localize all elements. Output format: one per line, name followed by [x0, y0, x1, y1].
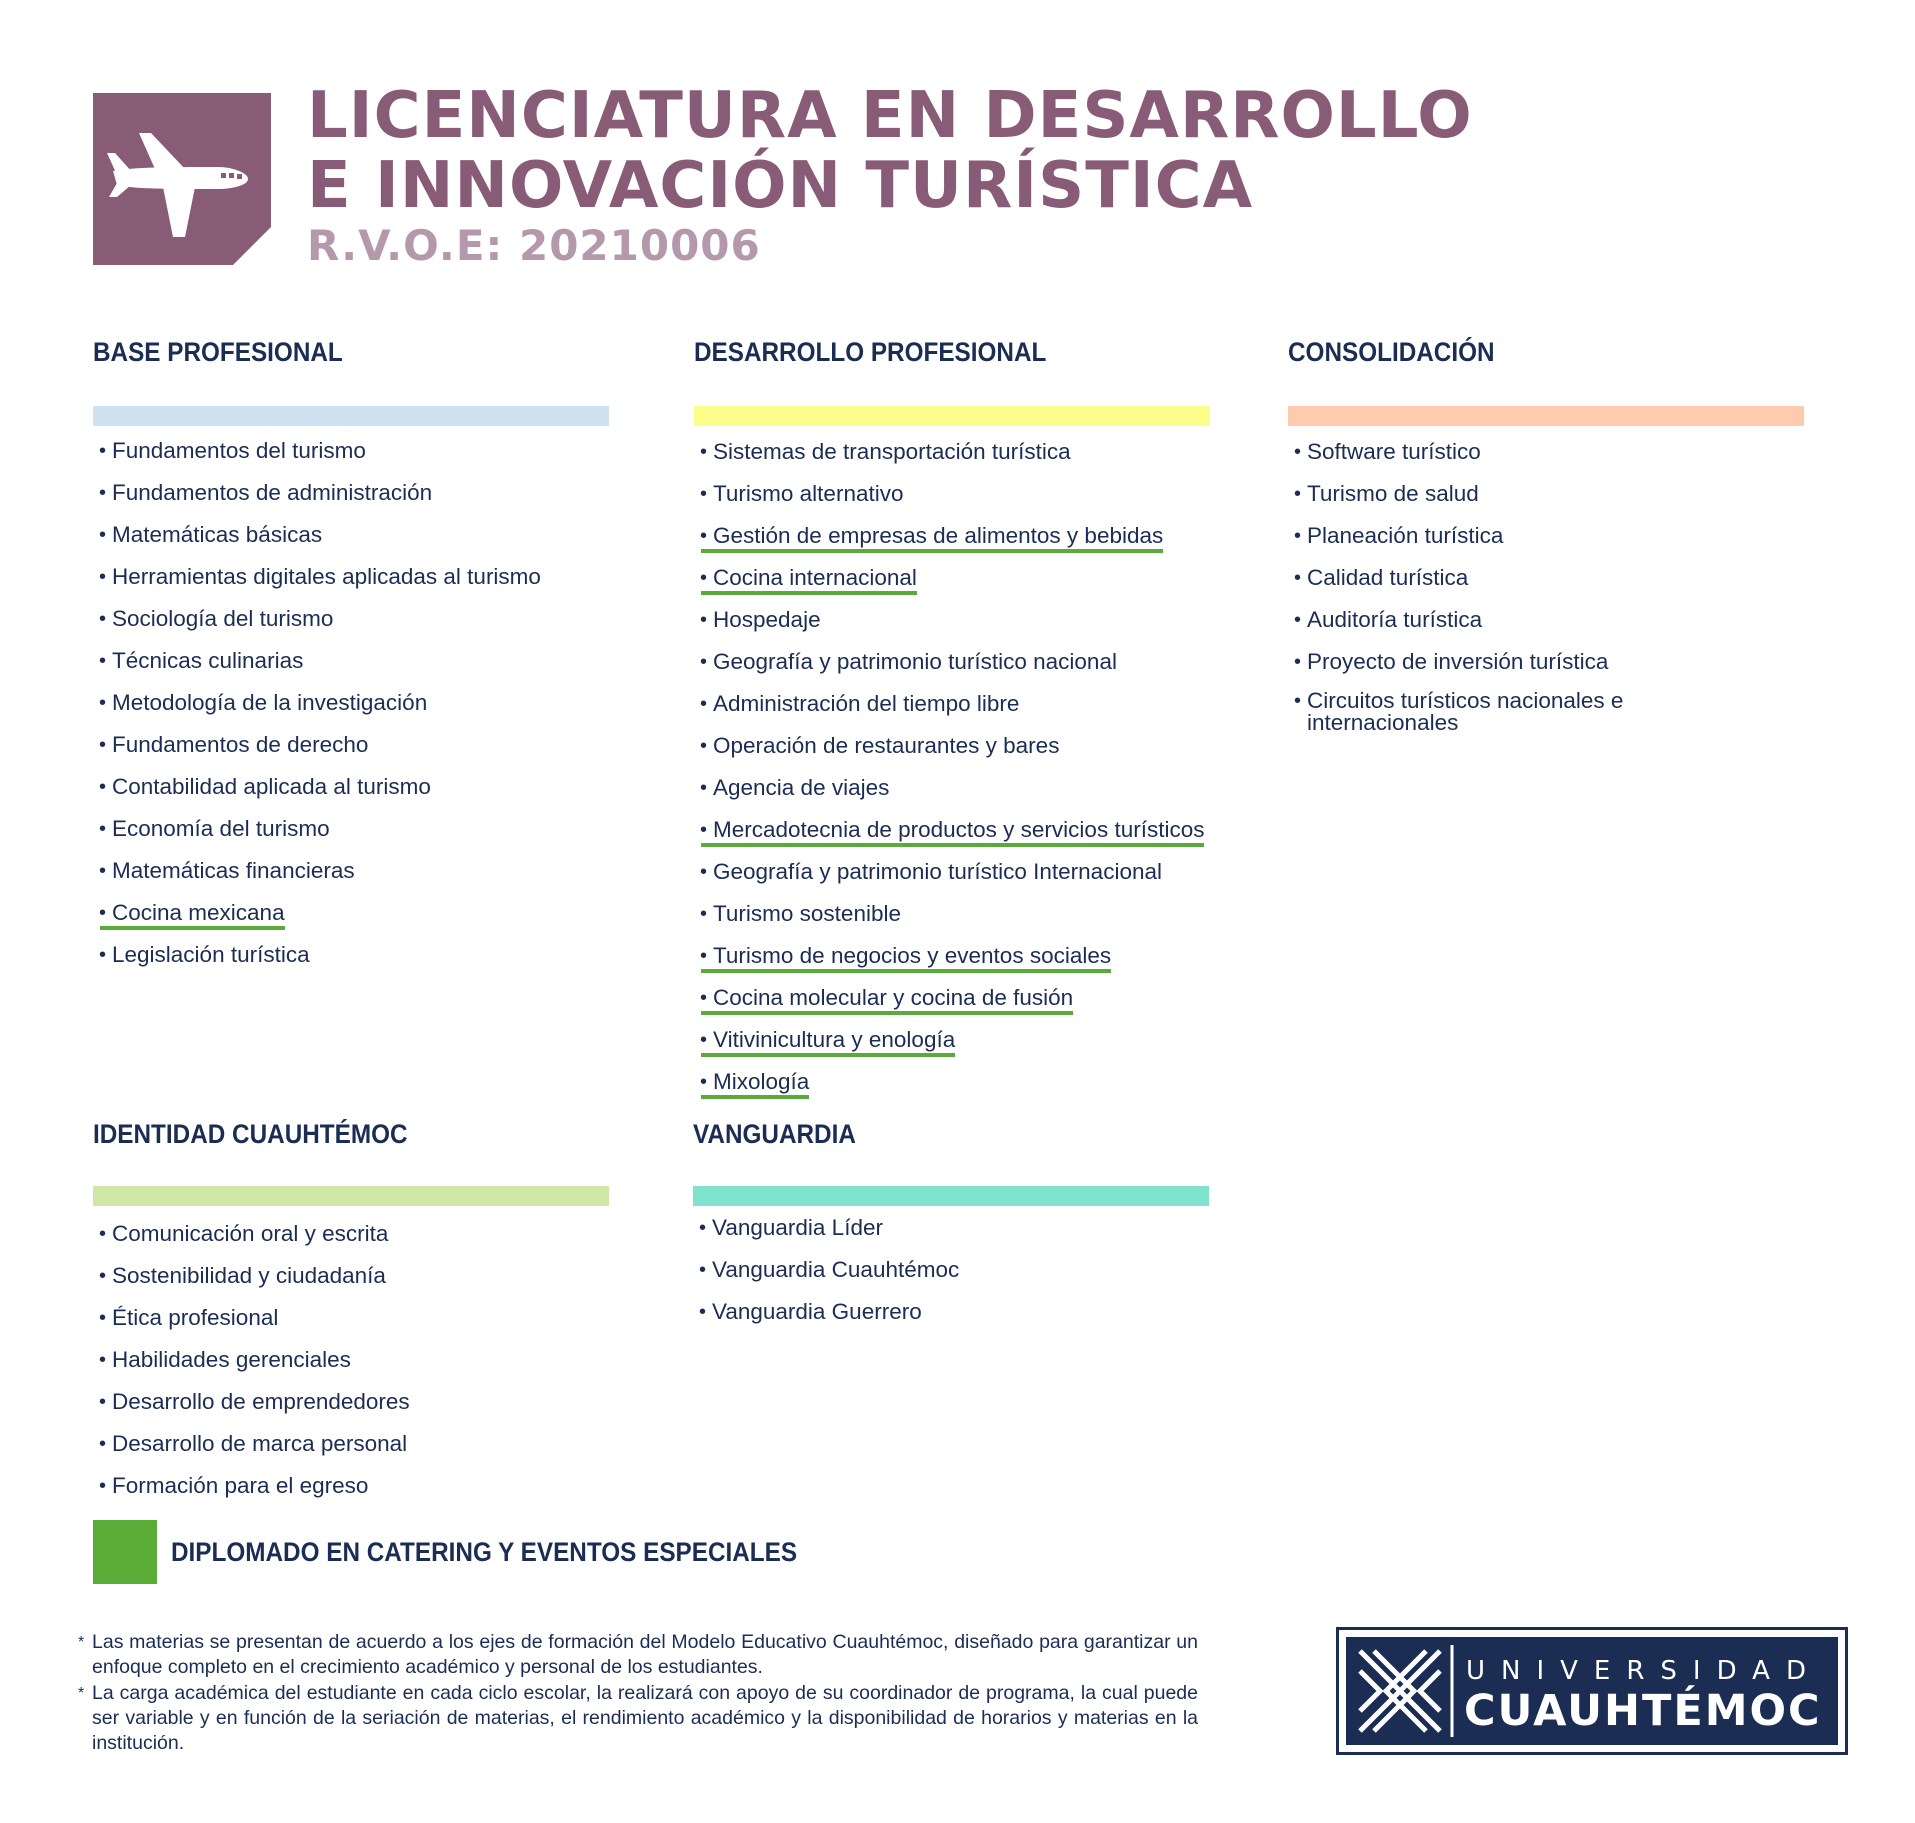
subject-item: • Fundamentos del turismo: [93, 437, 613, 479]
subject-list: [693, 1214, 1213, 1340]
page-title-line-1: LICENCIATURA EN DESARROLLO: [307, 79, 1473, 153]
diplomado-underline: [701, 1011, 1073, 1015]
subject-item: • Turismo de salud: [1288, 480, 1808, 522]
section-title: IDENTIDAD CUAUHTÉMOC: [93, 1119, 408, 1149]
section-desarrollo-profesional: [694, 330, 1294, 1110]
section-color-bar: [93, 406, 609, 426]
subject-item: • Geografía y patrimonio turístico nacional: [694, 648, 1294, 690]
subject-list: [694, 438, 1294, 1110]
diplomado-label: DIPLOMADO EN CATERING Y EVENTOS ESPECIALES: [171, 1537, 798, 1567]
logo-line-1: UNIVERSIDAD: [1466, 1656, 1822, 1686]
subject-item: • Sociología del turismo: [93, 605, 613, 647]
subject-item: • Geografía y patrimonio turístico Internacional: [694, 858, 1294, 900]
subject-item: • Habilidades gerenciales: [93, 1346, 613, 1388]
section-title: BASE PROFESIONAL: [93, 337, 343, 367]
section-color-bar: [1288, 406, 1804, 426]
subject-item: • Desarrollo de emprendedores: [93, 1388, 613, 1430]
subject-list: [1288, 438, 1808, 734]
section-identidad-cuauhtemoc: [93, 1112, 613, 1514]
subject-list: [93, 1220, 613, 1514]
diplomado-underline: [701, 1095, 809, 1099]
section-color-bar: [93, 1186, 609, 1206]
section-color-bar: [694, 406, 1210, 426]
universidad-cuauhtemoc-logo: [1336, 1627, 1848, 1755]
subject-item: • Comunicación oral y escrita: [93, 1220, 613, 1262]
logo-line-2: CUAUHTÉMOC: [1464, 1686, 1822, 1736]
subject-item: • Vanguardia Cuauhtémoc: [693, 1256, 1213, 1298]
subject-item: • Agencia de viajes: [694, 774, 1294, 816]
subject-item: • Planeación turística: [1288, 522, 1808, 564]
subject-item: • Formación para el egreso: [93, 1472, 613, 1514]
subject-item-diplomado: • Mercadotecnia de productos y servicios turísticos: [694, 816, 1294, 858]
diplomado-underline: [701, 591, 917, 595]
subject-item: • Fundamentos de administración: [93, 479, 613, 521]
subject-item: • Ética profesional: [93, 1304, 613, 1346]
subject-list: [93, 437, 613, 983]
subject-item: • Herramientas digitales aplicadas al turismo: [93, 563, 613, 605]
subject-item-diplomado: • Cocina mexicana: [93, 899, 613, 941]
diplomado-underline: [701, 969, 1111, 973]
diplomado-underline: [701, 549, 1163, 553]
subject-item: • Calidad turística: [1288, 564, 1808, 606]
subject-item: • Turismo alternativo: [694, 480, 1294, 522]
subject-item: • Operación de restaurantes y bares: [694, 732, 1294, 774]
subject-item: • Hospedaje: [694, 606, 1294, 648]
diplomado-underline: [701, 1053, 955, 1057]
section-vanguardia: [693, 1112, 1213, 1340]
page-title-line-2: E INNOVACIÓN TURÍSTICA: [307, 149, 1254, 223]
subject-item: • Economía del turismo: [93, 815, 613, 857]
subject-item: • Turismo sostenible: [694, 900, 1294, 942]
subject-item: • Técnicas culinarias: [93, 647, 613, 689]
subject-item-diplomado: • Cocina molecular y cocina de fusión: [694, 984, 1294, 1026]
section-title: CONSOLIDACIÓN: [1288, 337, 1495, 367]
subject-item: • Proyecto de inversión turística: [1288, 648, 1808, 690]
subject-item-diplomado: • Mixología: [694, 1068, 1294, 1110]
subject-item: • Vanguardia Guerrero: [693, 1298, 1213, 1340]
subject-item: • Fundamentos de derecho: [93, 731, 613, 773]
section-title: DESARROLLO PROFESIONAL: [694, 337, 1047, 367]
subject-item: • Circuitos turísticos nacionales e internacionales: [1288, 690, 1737, 734]
subject-item: • Vanguardia Líder: [693, 1214, 1213, 1256]
subject-item: • Contabilidad aplicada al turismo: [93, 773, 613, 815]
rvoe-number: R.V.O.E: 20210006: [307, 221, 761, 270]
section-title: VANGUARDIA: [693, 1119, 856, 1149]
footnote-1: * Las materias se presentan de acuerdo a los ejes de formación del Modelo Educativo Cuauhtémoc, diseñado para garantizar un enfoque completo en el crecimiento académico y personal de los estudiantes.: [78, 1631, 1198, 1678]
diplomado-color-key: [93, 1520, 157, 1584]
subject-item: • Sistemas de transportación turística: [694, 438, 1294, 480]
subject-item-diplomado: • Vitivinicultura y enología: [694, 1026, 1294, 1068]
diplomado-underline: [100, 926, 285, 930]
subject-item: • Sostenibilidad y ciudadanía: [93, 1262, 613, 1304]
footnote-2: * La carga académica del estudiante en cada ciclo escolar, la realizará con apoyo de su coordinador de programa, la cual puede ser variable y en función de la seriación de materias, el rendimiento académico y la disponibilidad de horarios y materias en la institución.: [78, 1682, 1198, 1754]
subject-item: • Administración del tiempo libre: [694, 690, 1294, 732]
airplane-icon-box: [93, 93, 271, 265]
subject-item-diplomado: • Turismo de negocios y eventos sociales: [694, 942, 1294, 984]
subject-item: • Desarrollo de marca personal: [93, 1430, 613, 1472]
section-base-profesional: [93, 330, 613, 983]
subject-item: • Auditoría turística: [1288, 606, 1808, 648]
section-consolidacion: [1288, 330, 1808, 734]
subject-item: • Matemáticas básicas: [93, 521, 613, 563]
subject-item: • Matemáticas financieras: [93, 857, 613, 899]
subject-item: • Metodología de la investigación: [93, 689, 613, 731]
section-color-bar: [693, 1186, 1209, 1206]
subject-item: • Legislación turística: [93, 941, 613, 983]
subject-item-diplomado: • Gestión de empresas de alimentos y bebidas: [694, 522, 1294, 564]
subject-item: • Software turístico: [1288, 438, 1808, 480]
diplomado-underline: [701, 843, 1204, 847]
subject-item-diplomado: • Cocina internacional: [694, 564, 1294, 606]
